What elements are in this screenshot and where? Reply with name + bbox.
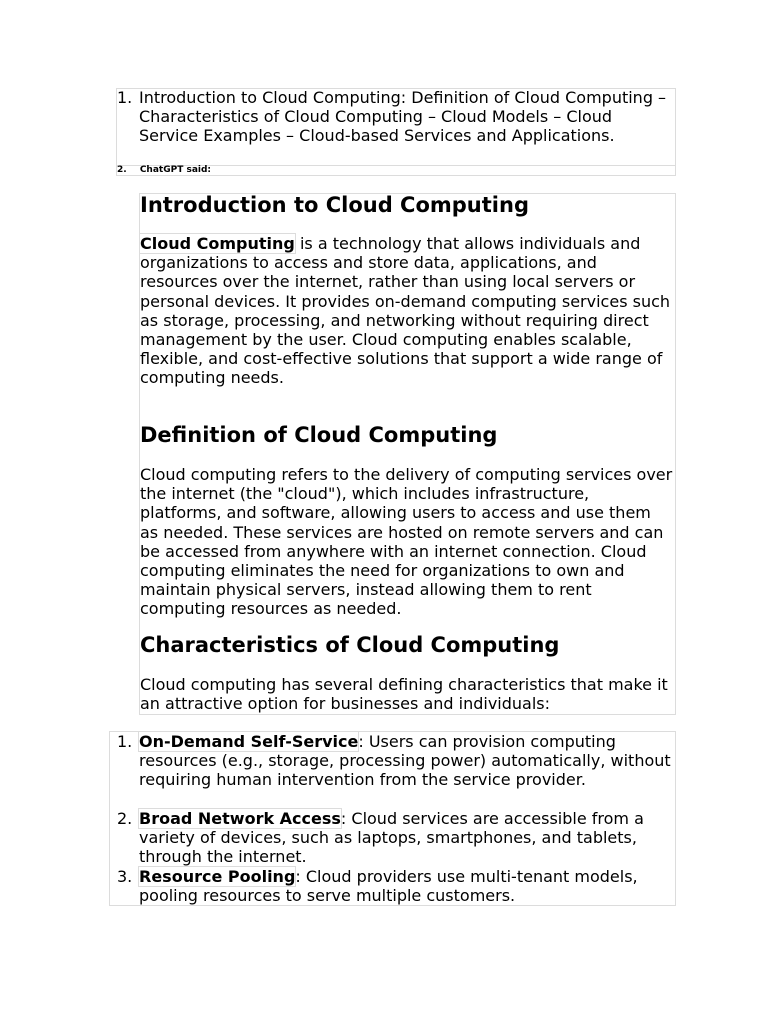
definition-heading: Definition of Cloud Computing [140,423,498,447]
list-number: 1. [117,732,133,751]
characteristics-heading: Characteristics of Cloud Computing [140,633,560,657]
top-list-item-2 [117,165,673,176]
intro-paragraph [140,234,674,388]
characteristic-desc: : Users can provision computing resources (e.g., storage, processing power) automatically, without requiring human intervention from the service provider. [139,732,671,790]
characteristic-term: Resource Pooling [139,867,296,886]
list-item-text: ChatGPT said: [139,165,212,175]
list-number: 2. [117,809,133,828]
list-item-text [139,867,674,905]
list-number: 1. [117,88,133,107]
characteristic-desc: : Cloud services are accessible from a variety of devices, such as laptops, smartphones, and tablets, through the internet. [139,809,644,867]
list-item-text [139,809,674,867]
characteristics-intro-paragraph: Cloud computing has several defining characteristics that make it an attractive option for businesses and individuals: [140,675,668,714]
list-number: 2. [117,165,127,175]
list-item-text [139,732,674,790]
intro-strong-term: Cloud Computing [140,234,295,253]
definition-paragraph: Cloud computing refers to the delivery of computing services over the internet (the "cloud"), which includes infrastructure, platforms, and software, allowing users to access and use them as needed. These services are hosted on remote servers and can be accessed from anywhere with an internet connection. Cloud computing eliminates the need for organizations to own and maintain physical servers, instead allowing them to rent computing resources as needed. [140,465,673,619]
characteristic-desc: : Cloud providers use multi-tenant models, pooling resources to serve multiple customers. [139,867,638,906]
characteristic-term: On-Demand Self-Service [139,732,359,751]
top-list-item-1 [117,88,673,164]
intro-heading: Introduction to Cloud Computing [140,193,529,217]
list-item-text: Introduction to Cloud Computing: Definition of Cloud Computing – Characteristics of Cloud Computing – Cloud Models – Cloud Service Examples – Cloud-based Services and Applications. [139,88,667,146]
list-number: 3. [117,867,133,886]
intro-body-text: is a technology that allows individuals and organizations to access and store data, applications, and resources over the internet, rather than using local servers or personal devices. It provides on-demand computing services such as storage, processing, and networking without requiring direct management by the user. Cloud computing enables scalable, flexible, and cost-effective solutions that support a wide range of computing needs. [140,234,671,388]
characteristic-term: Broad Network Access [139,809,341,828]
